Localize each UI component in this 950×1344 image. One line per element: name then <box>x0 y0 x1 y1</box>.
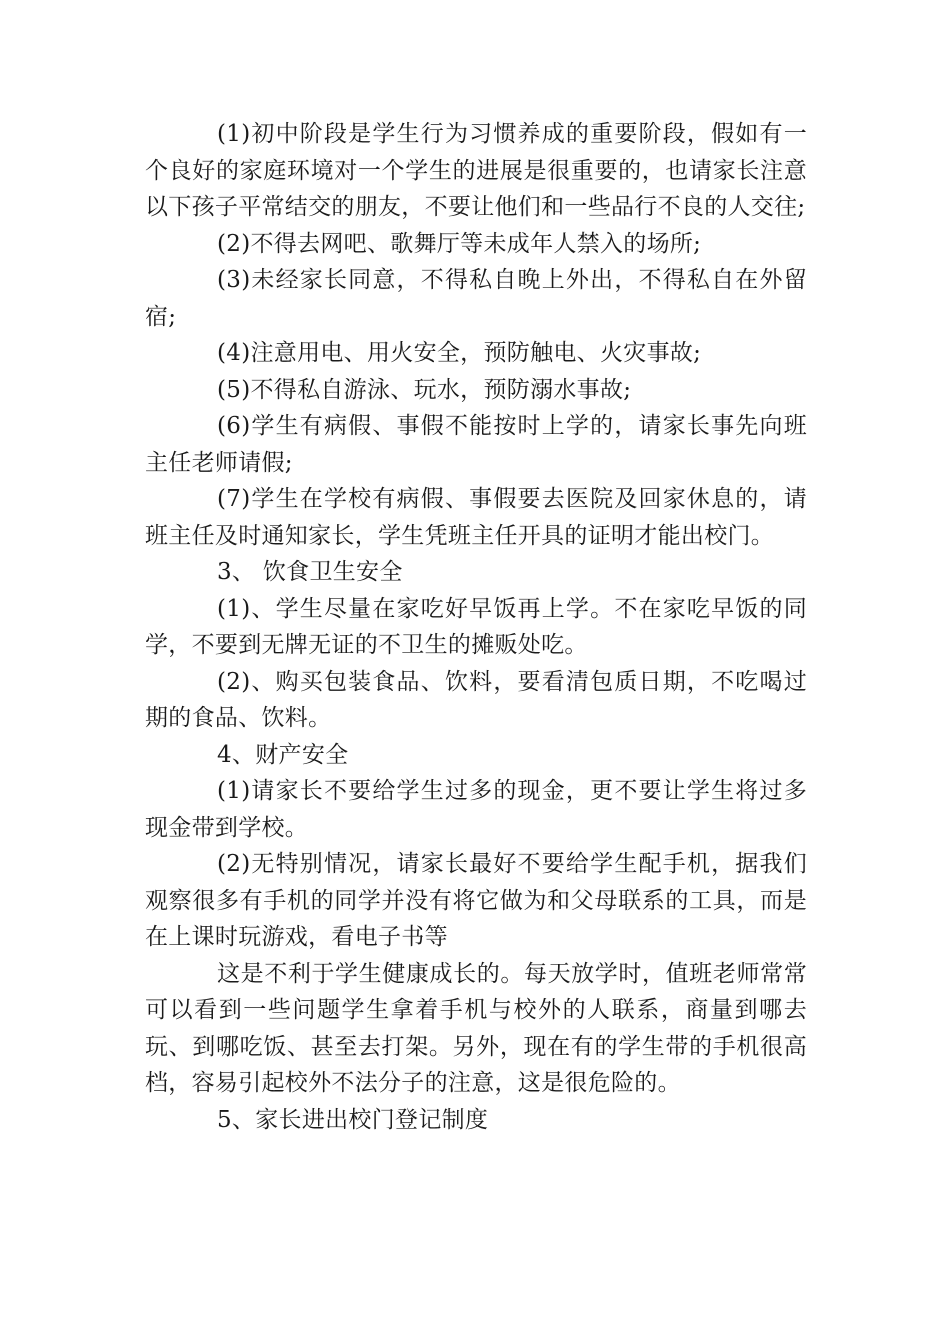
paragraph-leave-request: (6)学生有病假、事假不能按时上学的，请家长事先向班主任老师请假; <box>145 413 807 476</box>
paragraph-no-internet-cafe: (2)不得去网吧、歌舞厅等未成年人禁入的场所; <box>217 230 702 257</box>
paragraph-electric-fire-safety: (4)注意用电、用火安全，预防触电、火灾事故; <box>217 340 702 366</box>
paragraph-breakfast: (1)、学生尽量在家吃好早饭再上学。不在家吃早饭的同学，不要到无牌无证的不卫生的摊贩处吃。 <box>145 595 807 658</box>
paragraph-mobile-phone: (2)无特别情况，请家长最好不要给学生配手机，据我们观察很多有手机的同学并没有将它做为和父母联系的工具，而是在上课时玩游戏，看电子书等 <box>145 851 807 950</box>
paragraph-packaged-food: (2)、购买包装食品、饮料，要看清包质日期，不吃喝过期的食品、饮料。 <box>145 668 807 731</box>
section-heading-property-safety: 4、财产安全 <box>217 741 349 768</box>
section-heading-parent-registration: 5、家长进出校门登记制度 <box>217 1106 489 1133</box>
section-heading-food-safety: 3、 饮食卫生安全 <box>217 559 403 585</box>
paragraph-phone-risk: 这是不利于学生健康成长的。每天放学时，值班老师常常可以看到一些问题学生拿着手机与校外的人联系，商量到哪去玩、到哪吃饭、甚至去打架。另外，现在有的学生带的手机很高档，容易引起校外不法分子的注意，这是很危险的。 <box>145 960 807 1096</box>
paragraph-cash: (1)请家长不要给学生过多的现金，更不要让学生将过多现金带到学校。 <box>145 778 807 841</box>
paragraph-student-habits: (1)初中阶段是学生行为习惯养成的重要阶段，假如有一个良好的家庭环境对一个学生的进展是很重要的，也请家长注意以下孩子平常结交的朋友，不要让他们和一些品行不良的人交往; <box>145 121 807 220</box>
paragraph-no-night-outing: (3)未经家长同意，不得私自晚上外出，不得私自在外留宿; <box>145 267 807 330</box>
document-body <box>145 116 807 1138</box>
paragraph-leave-school: (7)学生在学校有病假、事假要去医院及回家休息的，请班主任及时通知家长，学生凭班主任开具的证明才能出校门。 <box>145 486 807 549</box>
paragraph-swimming-safety: (5)不得私自游泳、玩水，预防溺水事故; <box>217 376 632 403</box>
